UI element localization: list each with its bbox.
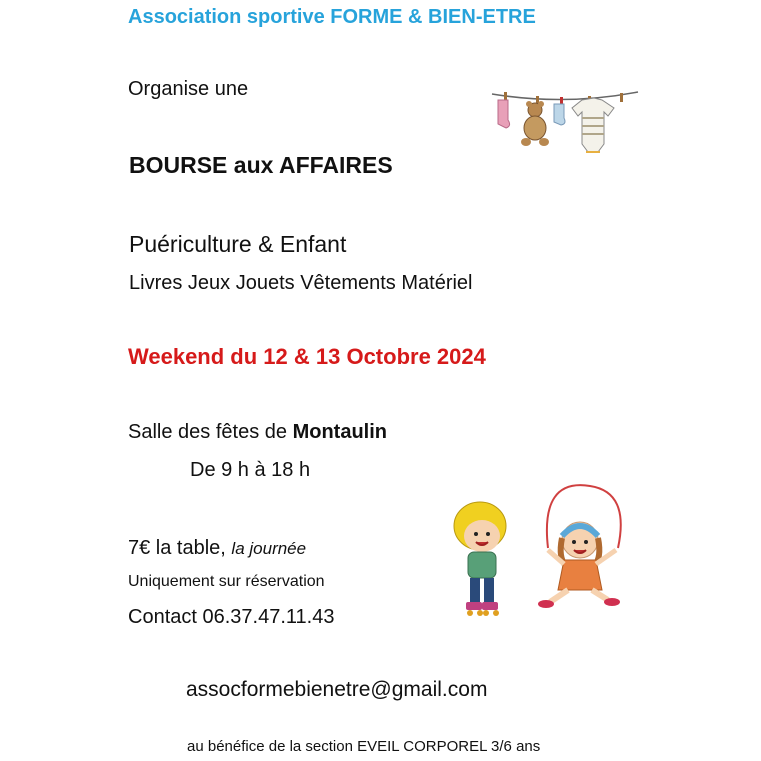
clothesline-illustration xyxy=(490,80,640,170)
price-text xyxy=(128,537,306,560)
venue-prefix: Salle des fêtes de xyxy=(128,421,293,443)
price-period: la journée xyxy=(231,539,307,558)
reservation-note: Uniquement sur réservation xyxy=(128,573,325,590)
venue-text xyxy=(128,421,387,444)
contact-email: assocformebienetre@gmail.com xyxy=(186,678,488,701)
association-name: Association sportive FORME & BIEN-ETRE xyxy=(128,6,536,28)
contact-phone: Contact 06.37.47.11.43 xyxy=(128,606,335,628)
category-text: Puériculture & Enfant xyxy=(129,231,347,257)
venue-town: Montaulin xyxy=(292,421,387,443)
event-date: Weekend du 12 & 13 Octobre 2024 xyxy=(128,344,486,369)
items-text: Livres Jeux Jouets Vêtements Matériel xyxy=(129,272,473,294)
opening-hours: De 9 h à 18 h xyxy=(190,459,311,481)
kids-illustration xyxy=(440,478,630,623)
price-value: 7€ la table, xyxy=(128,537,232,559)
organise-text: Organise une xyxy=(128,78,249,100)
event-title: BOURSE aux AFFAIRES xyxy=(129,152,393,178)
benefit-note: au bénéfice de la section EVEIL CORPOREL 3/6 ans xyxy=(187,738,541,755)
